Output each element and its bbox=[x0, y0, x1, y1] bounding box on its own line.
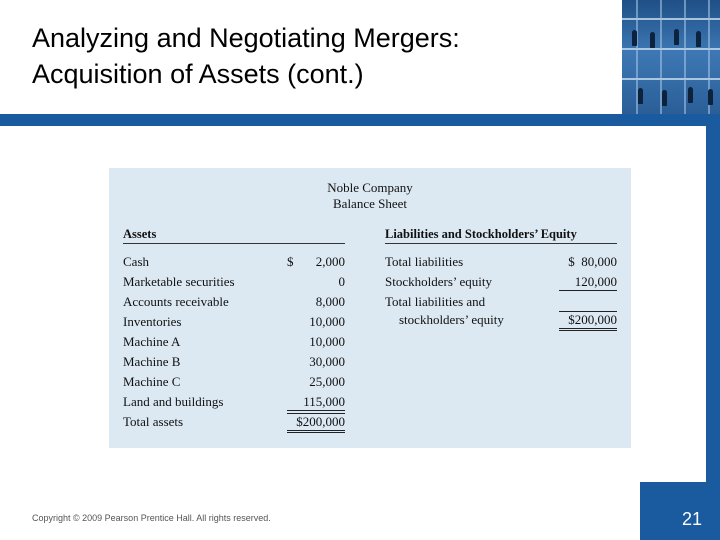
asset-label: Machine B bbox=[123, 354, 181, 369]
page-number: 21 bbox=[681, 509, 702, 529]
currency-symbol: $ bbox=[287, 254, 294, 269]
header-rule bbox=[0, 114, 720, 126]
slide-title bbox=[32, 20, 612, 92]
liability-label: Stockholders’ equity bbox=[385, 274, 492, 289]
total-assets-label: Total assets bbox=[123, 414, 184, 429]
slide-title-line-1: Analyzing and Negotiating Mergers: bbox=[32, 23, 460, 53]
asset-value: 10,000 bbox=[309, 334, 345, 349]
page-number-box bbox=[640, 482, 720, 540]
asset-value: 8,000 bbox=[315, 294, 345, 309]
company-name: Noble Company bbox=[327, 180, 413, 195]
header-photo bbox=[622, 0, 720, 116]
total-liabilities-equity-label-1: Total liabilities and bbox=[385, 294, 486, 309]
total-liabilities-equity-value: $200,000 bbox=[559, 311, 617, 331]
balance-sheet-heading bbox=[109, 180, 631, 212]
asset-label: Machine A bbox=[123, 334, 181, 349]
liabilities-header-rule bbox=[385, 243, 617, 244]
asset-label: Machine C bbox=[123, 374, 181, 389]
assets-header: Assets bbox=[123, 227, 157, 241]
balance-sheet bbox=[109, 168, 631, 448]
copyright-notice: Copyright © 2009 Pearson Prentice Hall. All rights reserved. bbox=[32, 513, 271, 523]
asset-value: 2,000 bbox=[315, 254, 345, 269]
asset-value: 115,000 bbox=[287, 394, 345, 411]
asset-label: Marketable securities bbox=[123, 274, 235, 289]
asset-value: 0 bbox=[338, 274, 345, 289]
right-accent-bar bbox=[706, 126, 720, 482]
asset-label: Accounts receivable bbox=[123, 294, 229, 309]
asset-value: 30,000 bbox=[309, 354, 345, 369]
liability-value: $ 80,000 bbox=[568, 254, 617, 269]
asset-value: 10,000 bbox=[309, 314, 345, 329]
asset-label: Inventories bbox=[123, 314, 182, 329]
asset-label: Land and buildings bbox=[123, 394, 224, 409]
total-liabilities-equity-label-2: stockholders’ equity bbox=[399, 312, 504, 327]
total-assets-value: $200,000 bbox=[287, 413, 345, 433]
statement-name: Balance Sheet bbox=[333, 196, 407, 211]
asset-label: Cash bbox=[123, 254, 149, 269]
liability-label: Total liabilities bbox=[385, 254, 464, 269]
assets-header-rule bbox=[123, 243, 345, 244]
liabilities-header: Liabilities and Stockholders’ Equity bbox=[385, 227, 577, 241]
asset-value: 25,000 bbox=[309, 374, 345, 389]
slide-title-line-2: Acquisition of Assets (cont.) bbox=[32, 59, 364, 89]
liability-value: 120,000 bbox=[559, 274, 617, 291]
